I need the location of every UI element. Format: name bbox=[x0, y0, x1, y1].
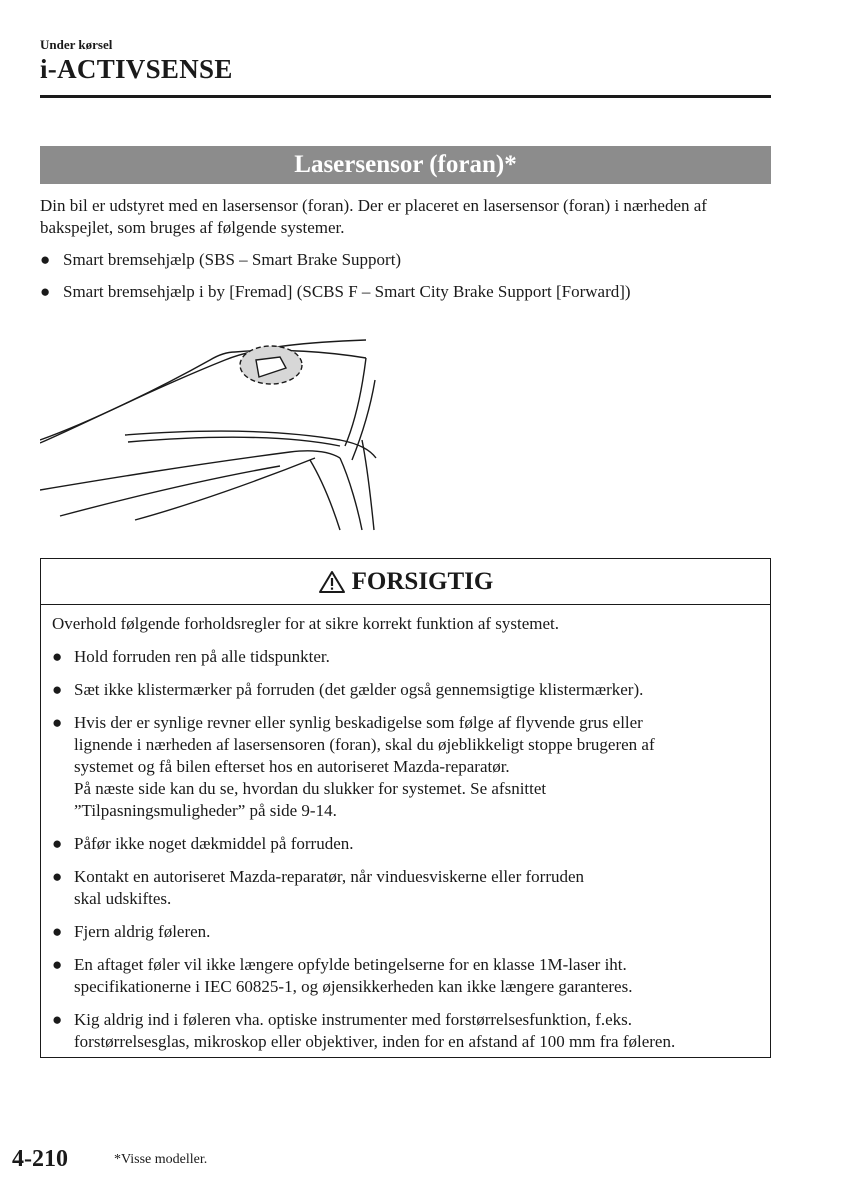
caution-bullet bbox=[52, 921, 758, 943]
header-rule bbox=[40, 95, 771, 98]
bullet-text-line: På næste side kan du se, hvordan du slukker for systemet. Se afsnittet bbox=[74, 779, 547, 798]
footnote: *Visse modeller. bbox=[114, 1152, 208, 1167]
bullet-text-line: specifikationerne i IEC 60825-1, og øjensikkerheden kan ikke længere garanteres. bbox=[74, 977, 633, 996]
bullet-text-line: Sæt ikke klistermærker på forruden (det gælder også gennemsigtige klistermærker). bbox=[74, 680, 644, 699]
caution-bullet bbox=[52, 646, 758, 668]
intro-bullet bbox=[40, 249, 771, 271]
bullet-text-line: Påfør ikke noget dækmiddel på forruden. bbox=[74, 834, 354, 853]
section-label: Under kørsel bbox=[40, 37, 113, 52]
intro-block bbox=[40, 195, 771, 313]
bullet-dot: ● bbox=[52, 1010, 63, 1029]
bullet-text-line: ”Tilpasningsmuligheder” på side 9-14. bbox=[74, 801, 337, 820]
bullet-dot: ● bbox=[52, 834, 63, 853]
page-number: 4-210 bbox=[12, 1146, 68, 1172]
caution-intro: Overhold følgende forholdsregler for at sikre korrekt funktion af systemet. bbox=[52, 614, 560, 633]
bullet-dot: ● bbox=[52, 713, 63, 732]
caution-header bbox=[41, 559, 770, 605]
bullet-text-line: skal udskiftes. bbox=[74, 889, 172, 908]
caution-box bbox=[40, 558, 771, 1058]
bullet-text-line: Fjern aldrig føleren. bbox=[74, 922, 211, 941]
caution-title: FORSIGTIG bbox=[351, 567, 494, 595]
bullet-dot: ● bbox=[52, 647, 63, 666]
bullet-text-line: forstørrelsesglas, mikroskop eller objektiver, inden for en afstand af 100 mm fra føleren. bbox=[74, 1032, 676, 1051]
bullet-dot: ● bbox=[52, 680, 63, 699]
chapter-title: i-ACTIVSENSE bbox=[40, 54, 233, 84]
bullet-dot: ● bbox=[40, 282, 51, 301]
bullet-dot: ● bbox=[40, 250, 51, 269]
windshield-sensor-illustration bbox=[40, 330, 380, 540]
intro-bullet bbox=[40, 281, 771, 303]
caution-bullet bbox=[52, 866, 758, 910]
bullet-text-line: Kontakt en autoriseret Mazda-reparatør, når vinduesviskerne eller forruden bbox=[74, 867, 585, 886]
bullet-text-line: En aftaget føler vil ikke længere opfylde betingelserne for en klasse 1M-laser iht. bbox=[74, 955, 627, 974]
section-title-bar bbox=[40, 146, 771, 184]
warning-triangle-icon bbox=[318, 570, 346, 594]
bullet-text: Smart bremsehjælp (SBS – Smart Brake Support) bbox=[63, 250, 402, 269]
bullet-dot: ● bbox=[52, 955, 63, 974]
bullet-dot: ● bbox=[52, 867, 63, 886]
bullet-text-line: Kig aldrig ind i føleren vha. optiske instrumenter med forstørrelsesfunktion, f.eks. bbox=[74, 1010, 633, 1029]
bullet-text-line: lignende i nærheden af lasersensoren (foran), skal du øjeblikkeligt stoppe brugeren af bbox=[74, 735, 655, 754]
caution-body bbox=[41, 605, 770, 1053]
caution-bullet bbox=[52, 833, 758, 855]
caution-bullet bbox=[52, 954, 758, 998]
caution-bullet bbox=[52, 1009, 758, 1053]
bullet-text: Smart bremsehjælp i by [Fremad] (SCBS F – Smart City Brake Support [Forward]) bbox=[63, 282, 631, 301]
caution-bullet bbox=[52, 712, 758, 822]
bullet-dot: ● bbox=[52, 922, 63, 941]
bullet-text-line: Hvis der er synlige revner eller synlig beskadigelse som følge af flyvende grus eller bbox=[74, 713, 643, 732]
intro-paragraph: Din bil er udstyret med en lasersensor (foran). Der er placeret en lasersensor (foran) i nærheden af bakspejlet, som bruges af følgende systemer. bbox=[40, 196, 707, 237]
caution-bullet bbox=[52, 679, 758, 701]
bullet-text-line: Hold forruden ren på alle tidspunkter. bbox=[74, 647, 330, 666]
section-title: Lasersensor (foran)* bbox=[294, 151, 517, 178]
bullet-text-line: systemet og få bilen efterset hos en autoriseret Mazda-reparatør. bbox=[74, 757, 510, 776]
